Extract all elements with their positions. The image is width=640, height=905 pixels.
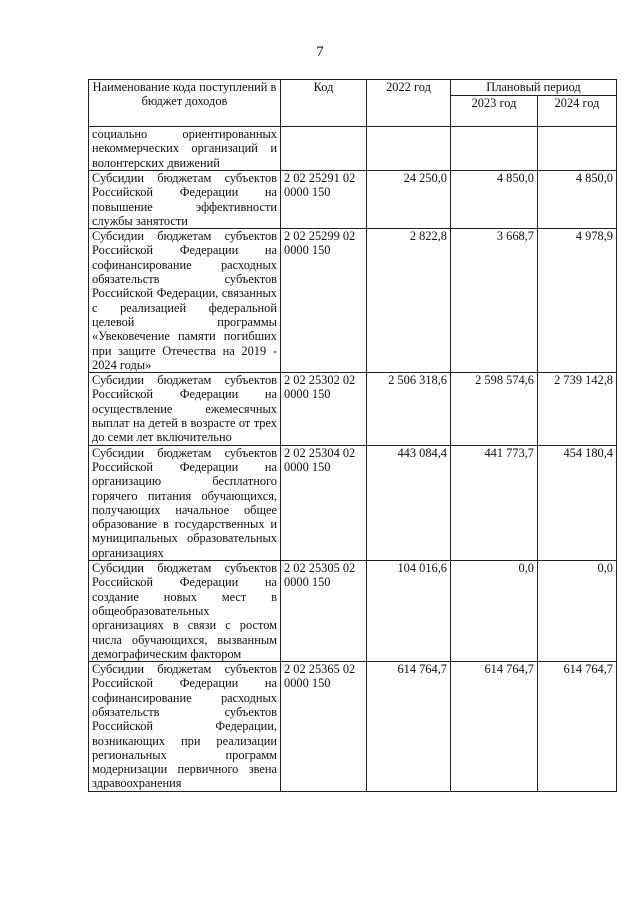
row-2023 — [451, 127, 538, 171]
table-row — [89, 662, 617, 792]
row-name: Субсидии бюджетам субъектов Российской Федерации на софинансирование расходных обязательств субъектов Российской Федерации, связанных с реализацией федеральной целевой программы «Увековечение памяти погибших при защите Отечества на 2019 - 2024 годы» — [89, 229, 281, 373]
page-number: 7 — [316, 44, 324, 60]
row-2024: 614 764,7 — [538, 662, 617, 792]
row-2022: 104 016,6 — [367, 561, 451, 662]
row-2023: 4 850,0 — [451, 171, 538, 229]
header-planned-period: Плановый период — [451, 80, 617, 96]
header-name: Наименование кода поступлений в бюджет доходов — [89, 80, 281, 127]
table-row — [89, 561, 617, 662]
row-code: 2 02 25304 02 0000 150 — [281, 445, 367, 560]
table-header-row — [89, 80, 617, 96]
table-row — [89, 171, 617, 229]
budget-revenue-table — [88, 79, 617, 792]
row-name: социально ориентированных некоммерческих организаций и волонтерских движений — [89, 127, 281, 171]
row-2022: 2 506 318,6 — [367, 373, 451, 445]
row-2023: 2 598 574,6 — [451, 373, 538, 445]
row-2024: 0,0 — [538, 561, 617, 662]
row-2023: 441 773,7 — [451, 445, 538, 560]
header-2024: 2024 год — [538, 96, 617, 127]
row-name: Субсидии бюджетам субъектов Российской Федерации на организацию бесплатного горячего питания обучающихся, получающих начальное общее образование в государственных и муниципальных образовательных организациях — [89, 445, 281, 560]
row-2024: 4 850,0 — [538, 171, 617, 229]
row-code: 2 02 25305 02 0000 150 — [281, 561, 367, 662]
row-code: 2 02 25365 02 0000 150 — [281, 662, 367, 792]
row-2022: 24 250,0 — [367, 171, 451, 229]
table-row — [89, 229, 617, 373]
header-code: Код — [281, 80, 367, 127]
row-code: 2 02 25302 02 0000 150 — [281, 373, 367, 445]
table-row — [89, 445, 617, 560]
table-row — [89, 373, 617, 445]
row-code: 2 02 25291 02 0000 150 — [281, 171, 367, 229]
header-2023: 2023 год — [451, 96, 538, 127]
row-code: 2 02 25299 02 0000 150 — [281, 229, 367, 373]
row-2023: 3 668,7 — [451, 229, 538, 373]
row-name: Субсидии бюджетам субъектов Российской Федерации на создание новых мест в общеобразовательных организациях в связи с ростом числа обучающихся, вызванным демографическим фактором — [89, 561, 281, 662]
row-2024: 2 739 142,8 — [538, 373, 617, 445]
row-2022 — [367, 127, 451, 171]
table-row-continuation — [89, 127, 617, 171]
row-name: Субсидии бюджетам субъектов Российской Федерации на повышение эффективности службы занятости — [89, 171, 281, 229]
row-2024 — [538, 127, 617, 171]
row-2023: 614 764,7 — [451, 662, 538, 792]
row-name: Субсидии бюджетам субъектов Российской Федерации на осуществление ежемесячных выплат на детей в возрасте от трех до семи лет включительно — [89, 373, 281, 445]
row-2024: 454 180,4 — [538, 445, 617, 560]
row-2022: 614 764,7 — [367, 662, 451, 792]
row-2023: 0,0 — [451, 561, 538, 662]
row-code — [281, 127, 367, 171]
row-2024: 4 978,9 — [538, 229, 617, 373]
row-2022: 2 822,8 — [367, 229, 451, 373]
row-name: Субсидии бюджетам субъектов Российской Федерации на софинансирование расходных обязательств субъектов Российской Федерации, возникающих при реализации региональных программ модернизации первичного звена здравоохранения — [89, 662, 281, 792]
row-2022: 443 084,4 — [367, 445, 451, 560]
header-2022: 2022 год — [367, 80, 451, 127]
